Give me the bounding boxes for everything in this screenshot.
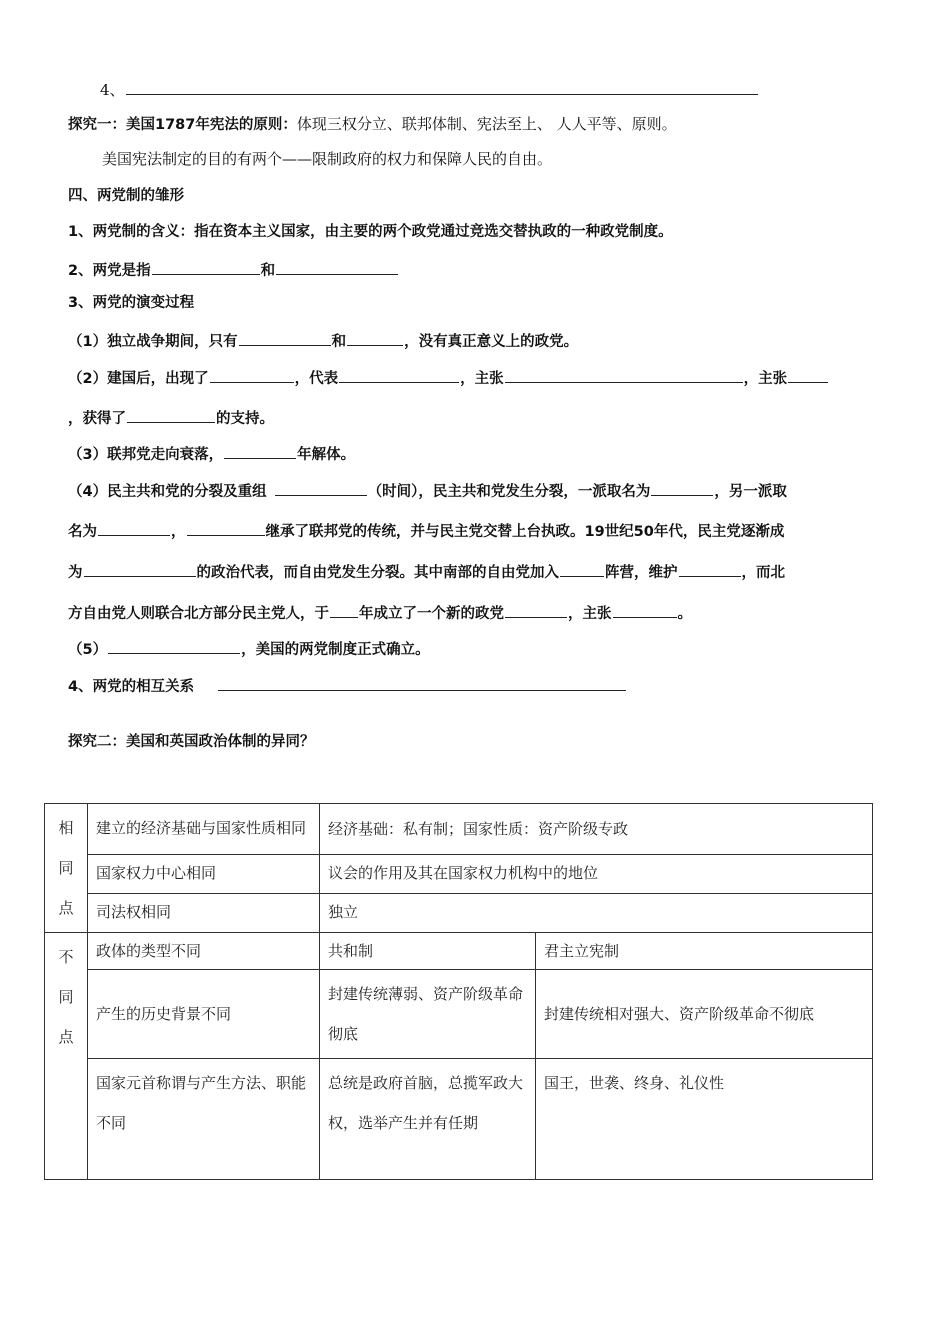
blank (275, 479, 367, 496)
aspect-cell: 政体的类型不同 (88, 933, 320, 970)
blank (126, 78, 758, 95)
same-points-label: 相 同 点 (45, 804, 88, 933)
question-1: （1）独立战争期间，只有 和 ，没有真正意义上的政党。 (68, 329, 578, 352)
blank (505, 366, 743, 383)
constitution-purpose: 美国宪法制定的目的有两个——限制政府的权力和保障人民的自由。 (102, 150, 553, 168)
explore-1-content: 体现三权分立、联邦体制、宪法至上、 人人平等、原则。 (296, 115, 677, 133)
evolution-heading: 3、两党的演变过程 (68, 295, 195, 311)
blank (210, 366, 294, 383)
aspect-cell: 国家权力中心相同 (88, 855, 320, 894)
blank (788, 366, 828, 383)
blank (560, 560, 604, 577)
uk-cell: 君主立宪制 (536, 933, 873, 970)
two-party-definition: 1、两党制的含义：指在资本主义国家，由主要的两个政党通过竞选交替执政的一种政党制度。 (68, 224, 673, 240)
content-cell: 经济基础：私有制；国家性质：资产阶级专政 (320, 804, 873, 855)
blank (218, 674, 626, 691)
blank (98, 519, 170, 536)
question-4-line2: 名为 ， 继承了联邦党的传统，并与民主党交替上台执政。19世纪50年代，民主党逐渐成 (68, 519, 784, 542)
us-cell: 封建传统薄弱、资产阶级革命彻底 (320, 970, 536, 1059)
blank (651, 479, 713, 496)
explore-2-title: 探究二：美国和英国政治体制的异同？ (68, 734, 315, 750)
question-2-cont: ，获得了 的支持。 (68, 406, 274, 429)
diff-points-label: 不 同 点 (45, 933, 88, 1180)
blank (127, 406, 215, 423)
blank (152, 258, 260, 275)
table-row (45, 804, 873, 855)
blank (339, 366, 459, 383)
table-row (45, 855, 873, 894)
section-4-title: 四、两党制的雏形 (68, 188, 184, 204)
us-cell: 共和制 (320, 933, 536, 970)
blank (187, 519, 265, 536)
question-4-line4: 方自由党人则联合北方部分民主党人，于 年成立了一个新的政党 ，主张 。 (68, 601, 692, 624)
two-parties-question: 2、两党是指 和 (68, 258, 399, 281)
table-row (45, 933, 873, 970)
aspect-cell: 国家元首称谓与产生方法、职能不同 (88, 1059, 320, 1180)
blank (224, 442, 296, 459)
blank (505, 601, 567, 618)
blank (108, 637, 240, 654)
blank (613, 601, 677, 618)
blank (84, 560, 196, 577)
question-4: （4）民主共和党的分裂及重组 （时间），民主共和党发生分裂，一派取名为 ，另一派取 (68, 479, 787, 502)
aspect-cell: 建立的经济基础与国家性质相同 (88, 804, 320, 855)
us-cell: 总统是政府首脑，总揽军政大权，选举产生并有任期 (320, 1059, 536, 1180)
question-3: （3）联邦党走向衰落， 年解体。 (68, 442, 355, 465)
uk-cell: 封建传统相对强大、资产阶级革命不彻底 (536, 970, 873, 1059)
content-cell: 议会的作用及其在国家权力机构中的地位 (320, 855, 873, 894)
mutual-relation: 4、两党的相互关系 (68, 674, 627, 697)
question-5: （5） ，美国的两党制度正式确立。 (68, 637, 430, 660)
table-row (45, 1059, 873, 1180)
blank (276, 258, 398, 275)
item-4: 4、 (100, 78, 759, 100)
blank (239, 329, 331, 346)
uk-cell: 国王，世袭、终身、礼仪性 (536, 1059, 873, 1180)
comparison-table (44, 803, 873, 1180)
blank (679, 560, 741, 577)
explore-1-title: 探究一：美国1787年宪法的原则： (68, 117, 297, 133)
blank (330, 601, 358, 618)
content-cell: 独立 (320, 894, 873, 933)
aspect-cell: 产生的历史背景不同 (88, 970, 320, 1059)
table-row (45, 970, 873, 1059)
explore-1 (68, 114, 677, 135)
question-2: （2）建国后，出现了 ，代表 ，主张 ，主张 (68, 366, 829, 389)
table-row (45, 894, 873, 933)
aspect-cell: 司法权相同 (88, 894, 320, 933)
question-4-line3: 为 的政治代表，而自由党发生分裂。其中南部的自由党加入 阵营，维护 ，而北 (68, 560, 785, 583)
blank (347, 329, 403, 346)
